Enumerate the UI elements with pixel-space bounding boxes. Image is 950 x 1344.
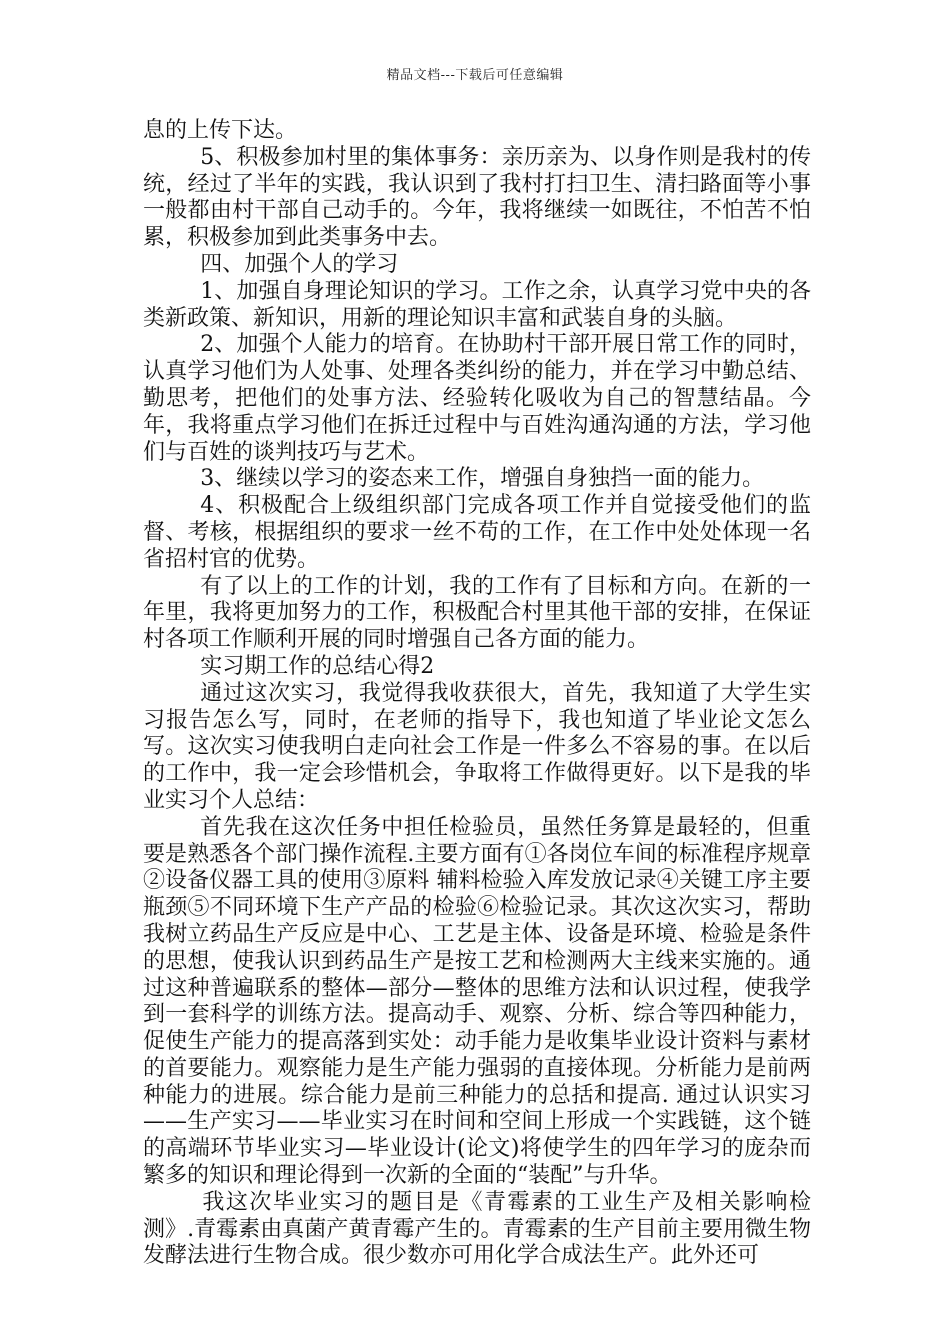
paragraph: 有了以上的工作的计划，我的工作有了目标和方向。在新的一年里，我将更加努力的工作，积极配合村里其他干部的安排，在保证村各项工作顺利开展的同时增强自己各方面的能力。 [143,573,811,653]
paragraph: 4、积极配合上级组织部门完成各项工作并自觉接受他们的监督、考核，根据组织的要求一丝不苟的工作，在工作中处处体现一名省招村官的优势。 [143,493,811,572]
section-title: 实习期工作的总结心得2 [200,653,435,679]
paragraph: 3、继续以学习的姿态来工作，增强自身独挡一面的能力。 [200,466,765,492]
paragraph: 首先我在这次任务中担任检验员，虽然任务算是最轻的，但重要是熟悉各个部门操作流程.主要方面有①各岗位车间的标准程序规章②设备仪器工具的使用③原料 辅料检验入库发放记录④关键工序主要瓶颈⑤不同环境下生产产品的检验⑥检验记录。其次这次实习，帮助我树立药品生产反应是中心、工艺是主体、设备是环境、检验是条件的思想，使我认识到药品生产是按工艺和检测两大主线来实施的。通过这种普遍联系的整体—部分—整体的思维方法和认识过程，使我学到一套科学的训练方法。提高动手、观察、分析、综合等四种能力，促使生产能力的提高落到实处：动手能力是收集毕业设计资料与素材的首要能力。观察能力是生产能力强弱的直接体现。分析能力是前两种能力的进展。综合能力是前三种能力的总括和提高. 通过认识实习——生产实习——毕业实习在时间和空间上形成一个实践链，这个链的高端环节毕业实习—毕业设计(论文)将使学生的四年学习的庞杂而繁多的知识和理论得到一次新的全面的“装配”与升华。 [143,814,811,1189]
paragraph: 1、加强自身理论知识的学习。工作之余，认真学习党中央的各类新政策、新知识，用新的理论知识丰富和武装自身的头脑。 [143,278,811,331]
paragraph: 息的上传下达。 [143,118,298,143]
page-header: 精品文档---下载后可任意编辑 [386,68,564,83]
paragraph: 我这次毕业实习的题目是《青霉素的工业生产及相关影响检测》.青霉素由真菌产黄青霉产生的。青霉素的生产目前主要用微生物发酵法进行生物合成。很少数亦可用化学合成法生产。此外还可 [143,1189,811,1269]
paragraph: 2、加强个人能力的培育。在协助村干部开展日常工作的同时，认真学习他们为人处事、处理各类纠纷的能力，并在学习中勤总结、勤思考，把他们的处事方法、经验转化吸收为自己的智慧结晶。今年，我将重点学习他们在拆迁过程中与百姓沟通沟通的方法，学习他们与百姓的谈判技巧与艺术。 [143,332,811,465]
document-body [143,118,811,1270]
section-heading: 四、加强个人的学习 [200,251,399,277]
paragraph: 5、积极参加村里的集体事务：亲历亲为、以身作则是我村的传统，经过了半年的实践，我认识到了我村打扫卫生、清扫路面等小事一般都由村干部自己动手的。今年，我将继续一如既往，不怕苦不怕累，积极参加到此类事务中去。 [143,144,811,251]
paragraph: 通过这次实习，我觉得我收获很大，首先，我知道了大学生实习报告怎么写，同时，在老师的指导下，我也知道了毕业论文怎么写。这次实习使我明白走向社会工作是一件多么不容易的事。在以后的工作中，我一定会珍惜机会，争取将工作做得更好。以下是我的毕业实习个人总结： [143,680,811,813]
